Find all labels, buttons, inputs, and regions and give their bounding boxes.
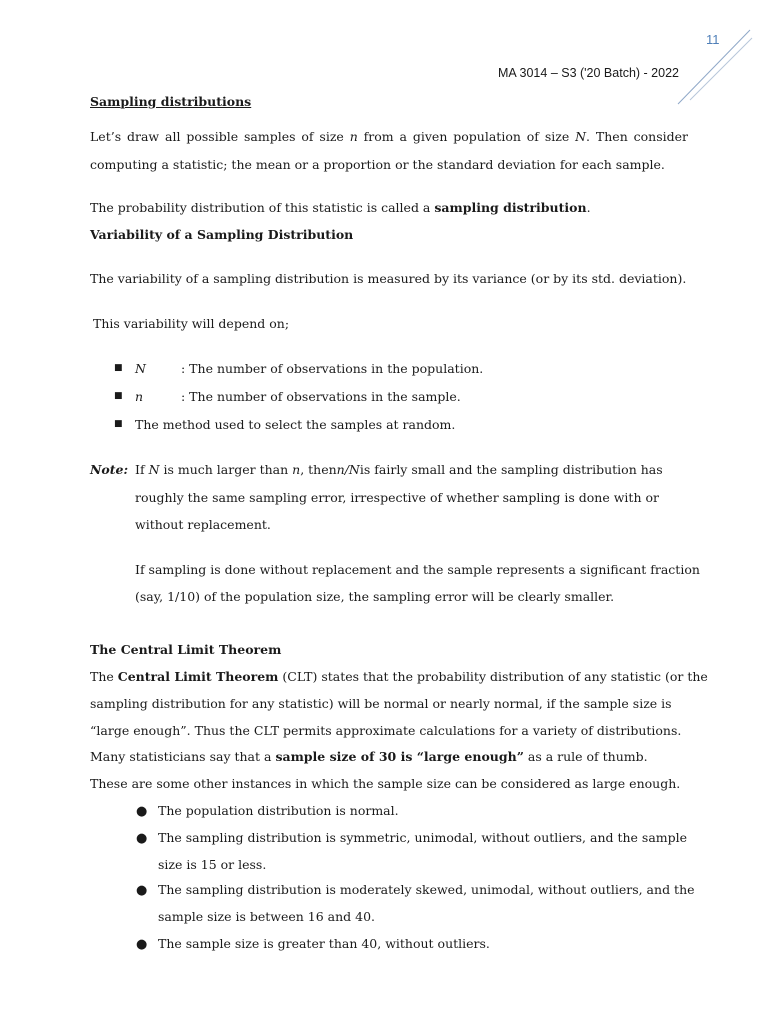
math-var: N [148, 462, 160, 477]
paragraph-line: The variability of a sampling distribution is measured by its variance (or by its std. deviation). [90, 271, 687, 286]
text-run: from a given population of size [363, 129, 570, 144]
bullet-text: sample size is between 16 and 40. [158, 909, 376, 924]
bold-term: Central Limit Theorem [117, 669, 279, 684]
corner-decoration [672, 26, 754, 108]
bullet-text: The population distribution is normal. [158, 803, 399, 818]
bullet-text: : The number of observations in the sample. [181, 389, 461, 404]
dot-bullet-icon: ● [136, 831, 148, 846]
text-run: Let’s draw all possible samples of size [90, 129, 344, 144]
course-header: MA 3014 – S3 ('20 Batch) - 2022 [498, 66, 679, 80]
paragraph-line: computing a statistic; the mean or a proportion or the standard deviation for each sample. [90, 157, 665, 172]
text-run: is much larger than [163, 462, 289, 477]
math-var: N [575, 129, 587, 144]
section-heading-variability: Variability of a Sampling Distribution [90, 227, 354, 242]
paragraph-line: sampling distribution for any statistic) will be normal or nearly normal, if the sample size is [90, 696, 672, 711]
square-bullet-icon: ■ [114, 419, 123, 429]
bold-term: sample size of 30 is “large enough” [275, 749, 524, 764]
dot-bullet-icon: ● [136, 883, 148, 898]
paragraph-line [90, 198, 591, 218]
note-label: Note: [90, 462, 129, 477]
paragraph-line [90, 747, 648, 767]
text-run: The probability distribution of this statistic is called a [90, 200, 431, 215]
section-heading-clt: The Central Limit Theorem [90, 642, 282, 657]
note-line: without replacement. [135, 517, 271, 532]
math-var: n/N [336, 462, 360, 477]
square-bullet-icon: ■ [114, 391, 123, 401]
dot-bullet-icon: ● [136, 804, 148, 819]
note-line: roughly the same sampling error, irrespective of whether sampling is done with or [135, 490, 659, 505]
text-run: (CLT) states that the probability distribution of any statistic (or the [282, 669, 708, 684]
paragraph-line [90, 667, 708, 687]
text-run: . [586, 200, 591, 215]
bullet-text: The sample size is greater than 40, without outliers. [158, 936, 490, 951]
square-bullet-icon: ■ [114, 363, 123, 373]
text-run: , then [300, 462, 337, 477]
bullet-text: The sampling distribution is moderately skewed, unimodal, without outliers, and the [158, 882, 695, 897]
paragraph-line: This variability will depend on; [93, 316, 290, 331]
math-var: n [292, 462, 301, 477]
bullet-text: The sampling distribution is symmetric, unimodal, without outliers, and the sample [158, 830, 688, 845]
text-run: If [135, 462, 145, 477]
bullet-text: : The number of observations in the population. [181, 361, 484, 376]
bullet-text: size is 15 or less. [158, 857, 267, 872]
bold-term: sampling distribution [434, 200, 587, 215]
dot-bullet-icon: ● [136, 937, 148, 952]
paragraph-line: “large enough”. Thus the CLT permits approximate calculations for a variety of distributions. [90, 723, 682, 738]
text-run: as a rule of thumb. [527, 749, 648, 764]
text-run: is fairly small and the sampling distribution has [359, 462, 663, 477]
paragraph-line [90, 127, 688, 147]
math-var: n [349, 129, 358, 144]
section-heading-sampling-distributions: Sampling distributions [90, 94, 252, 109]
page-number: 11 [706, 32, 720, 47]
bullet-symbol: N [135, 361, 146, 376]
text-run: The [90, 669, 114, 684]
text-run: . Then consider [586, 129, 688, 144]
note-line: (say, 1/10) of the population size, the sampling error will be clearly smaller. [135, 589, 615, 604]
note-line [135, 460, 663, 480]
bullet-text: The method used to select the samples at random. [135, 417, 456, 432]
bullet-symbol: n [135, 389, 144, 404]
text-run: Many statisticians say that a [90, 749, 272, 764]
paragraph-line: These are some other instances in which the sample size can be considered as large enough. [90, 776, 681, 791]
note-line: If sampling is done without replacement and the sample represents a significant fraction [135, 562, 700, 577]
